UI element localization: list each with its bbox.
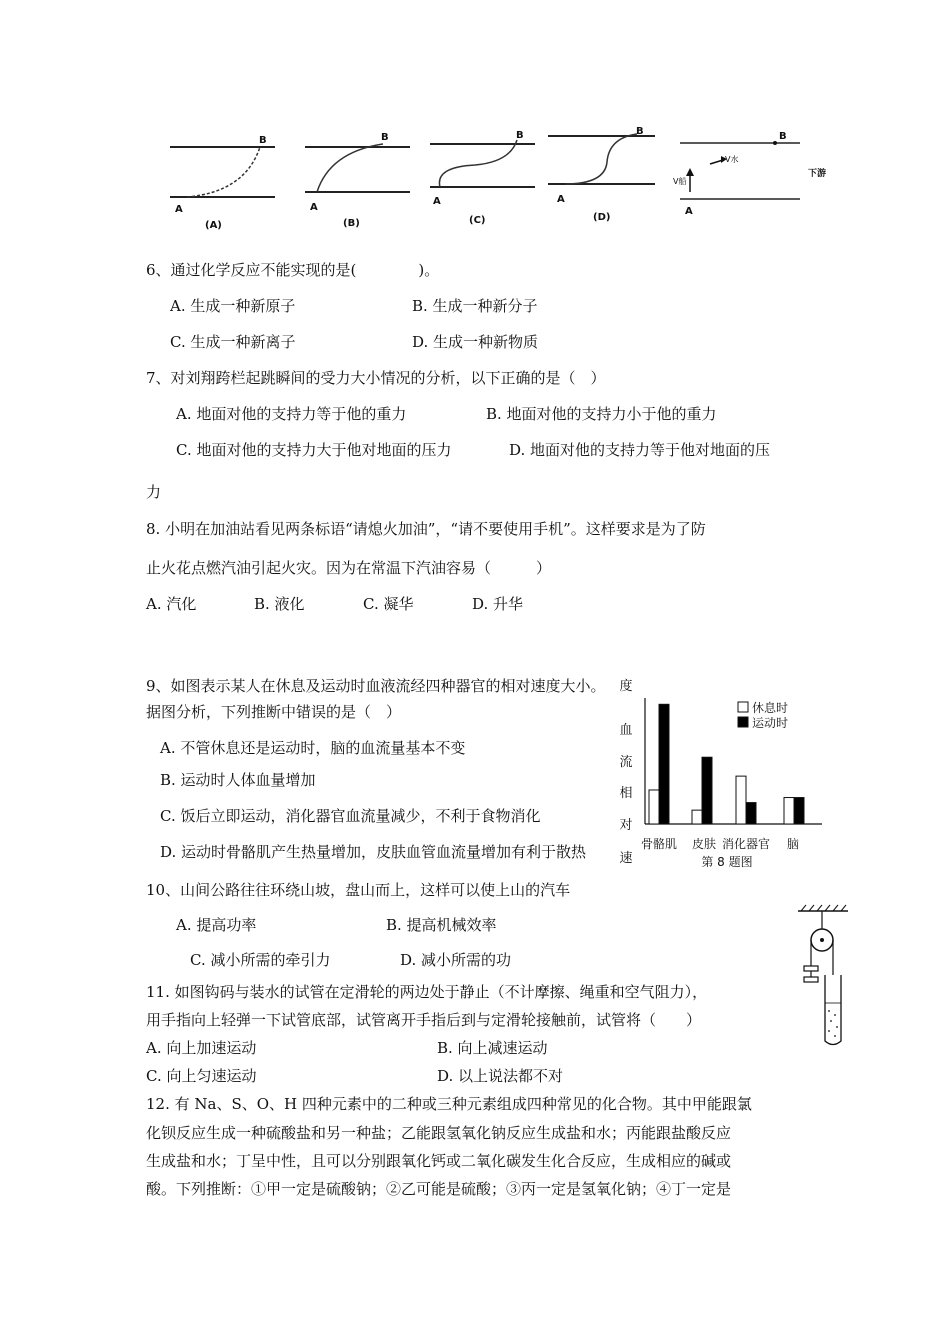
downstream-label: 下游 [808,169,827,179]
y-axis-label-char: 度 [619,679,633,694]
q11-option-b: B. 向上减速运动 [437,1039,548,1057]
panel-d [548,134,655,184]
bar-rest [692,810,702,824]
point-a-label: A [175,204,183,215]
q8-option-a: A. 汽化 [146,595,197,613]
q6-option-b: B. 生成一种新分子 [412,297,538,315]
v-water-label: V水 [725,155,739,164]
q11-option-a: A. 向上加速运动 [146,1039,257,1057]
point-a-label: A [310,202,318,213]
q8-option-c: C. 凝华 [363,595,414,613]
bar-rest [784,798,794,824]
q9-option-c: C. 饭后立即运动，消化器官血流量减少，不利于食物消化 [160,807,541,825]
q7-stem: 7、对刘翔跨栏起跳瞬间的受力大小情况的分析，以下正确的是（ ） [146,369,606,387]
test-tube [825,975,841,1045]
q10-option-a: A. 提高功率 [176,916,257,934]
q12-line-3: 生成盐和水；丁呈中性，且可以分别跟氧化钙或二氧化碳发生化合反应，生成相应的碱或 [146,1152,732,1170]
panel-label: (D) [593,212,611,223]
q6-stem: 6、通过化学反应不能实现的是( )。 [146,261,440,279]
q8-line-1: 8. 小明在加油站看见两条标语“请熄火加油”，“请不要使用手机”。这样要求是为了防 [146,520,706,538]
point-a-label: A [557,194,565,205]
point-a-label: A [433,196,441,207]
q9-option-d: D. 运动时骨骼肌产生热量增加，皮肤血管血流量增加有利于散热 [160,843,587,861]
panel-c [430,140,535,187]
panel-b [305,144,410,192]
q10-option-c: C. 减小所需的牵引力 [190,951,331,969]
blood-flow-chart [612,679,827,870]
q6-option-a: A. 生成一种新原子 [170,297,296,315]
point-b-label: B [636,126,644,137]
panel-reference [680,141,800,199]
q6-option-d: D. 生成一种新物质 [412,333,539,351]
point-b-label: B [779,131,787,142]
q7-option-b: B. 地面对他的支持力小于他的重力 [486,405,717,423]
point-b-label: B [381,132,389,143]
legend-label-exercise: 运动时 [752,716,789,730]
q11-line-2: 用手指向上轻弹一下试管底部，试管离开手指后到与定滑轮接触前，试管将（ ） [146,1011,702,1029]
q8-option-b: B. 液化 [254,595,305,613]
q9-option-a: A. 不管休息还是运动时，脑的血流量基本不变 [160,739,466,757]
q9-option-b: B. 运动时人体血量增加 [160,771,316,789]
q12-line-1: 12. 有 Na、S、O、H 四种元素中的二种或三种元素组成四种常见的化合物。其中甲能跟氯 [146,1095,752,1113]
y-axis-label-char: 对 [619,818,633,833]
q9-line-2: 据图分析，下列推断中错误的是（ ） [146,703,402,721]
panel-a [170,147,275,197]
panel-label: (A) [205,220,222,231]
q11-option-d: D. 以上说法都不对 [437,1067,564,1085]
v-boat-label: V船 [673,177,687,186]
q9-line-1: 9、如图表示某人在休息及运动时血液流经四种器官的相对速度大小。 [146,677,606,695]
river-crossing-figure [165,122,865,232]
point-a-label: A [685,206,693,217]
q8-option-d: D. 升华 [472,595,524,613]
y-axis-label-char: 血 [619,723,633,738]
y-axis-label-char: 流 [619,755,633,770]
point-b-label: B [516,130,524,141]
q11-line-1: 11. 如图钩码与装水的试管在定滑轮的两边处于静止（不计摩擦、绳重和空气阻力）， [146,983,708,1001]
x-tick-label: 消化器官 [721,837,771,851]
x-tick-label: 皮肤 [691,837,717,851]
q10-option-d: D. 减小所需的功 [400,951,512,969]
q8-line-2: 止火花点燃汽油引起火灾。因为在常温下汽油容易（ ） [146,559,552,577]
q11-option-c: C. 向上匀速运动 [146,1067,257,1085]
y-axis-label-char: 速 [619,851,633,866]
legend-swatch-rest [738,702,748,712]
bar-exercise [659,704,669,824]
legend-label-rest: 休息时 [752,701,789,715]
q10-option-b: B. 提高机械效率 [386,916,497,934]
q6-option-c: C. 生成一种新离子 [170,333,296,351]
q12-line-2: 化钡反应生成一种硫酸盐和另一种盐；乙能跟氢氧化钠反应生成盐和水；丙能跟盐酸反应 [146,1124,732,1142]
q7-option-d-cont: 力 [146,483,162,501]
q7-option-c: C. 地面对他的支持力大于他对地面的压力 [176,441,452,459]
chart-caption: 第 8 题图 [701,855,753,869]
legend-swatch-exercise [738,717,748,727]
x-tick-label: 脑 [786,837,800,851]
bar-rest [649,790,659,824]
pulley-figure [793,903,853,1048]
q7-option-a: A. 地面对他的支持力等于他的重力 [176,405,407,423]
q12-line-4: 酸。下列推断：①甲一定是硫酸钠；②乙可能是硫酸；③丙一定是氢氧化钠；④丁一定是 [146,1180,732,1198]
x-tick-label: 骨骼肌 [640,837,678,851]
panel-label: (B) [343,218,360,229]
bar-exercise [702,757,712,824]
bar-exercise [794,798,804,824]
panel-label: (C) [469,215,486,226]
q7-option-d: D. 地面对他的支持力等于他对地面的压 [509,441,771,459]
bar-rest [736,776,746,824]
hook-weight [804,966,818,982]
point-b-label: B [259,135,267,146]
q10-stem: 10、山间公路往往环绕山坡，盘山而上，这样可以使上山的汽车 [146,881,571,899]
y-axis-label-char: 相 [619,786,633,801]
bar-exercise [746,803,756,824]
